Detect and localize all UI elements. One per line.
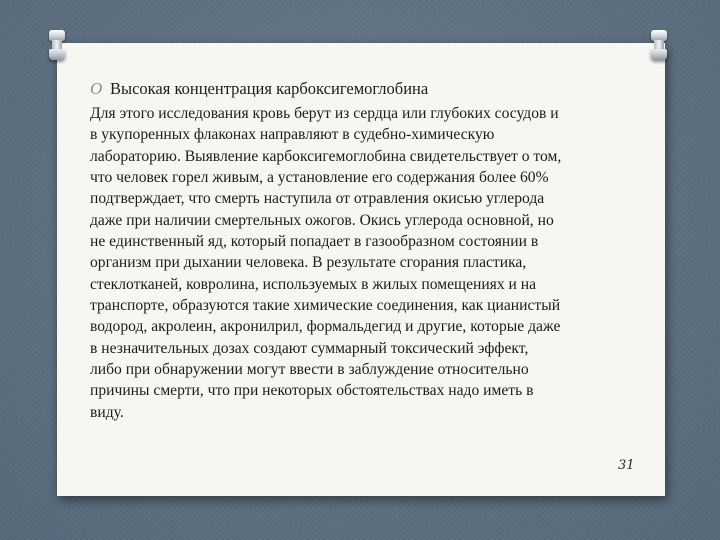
- body-line: даже при наличии смертельных ожогов. Окись углерода основной, но: [90, 211, 554, 229]
- page-number: 31: [618, 458, 635, 473]
- body-line: Для этого исследования кровь берут из сердца или глубоких сосудов и: [90, 105, 559, 122]
- body-line: не единственный яд, который попадает в газообразном состоянии в: [90, 233, 539, 251]
- pushpin-left-icon: [49, 30, 65, 60]
- pushpin-right-icon: [651, 30, 667, 60]
- body-line: либо при обнаружении могут ввести в заблуждение относительно: [90, 361, 529, 379]
- slide-heading-row: [90, 79, 650, 99]
- body-line: что человек горел живым, а установление его содержания более 60%: [90, 169, 549, 187]
- body-line: лабораторию. Выявление карбоксигемоглобина свидетельствует о том,: [90, 147, 562, 165]
- body-line: в незначительных дозах создают суммарный токсический эффект,: [90, 339, 529, 357]
- body-line: подтверждает, что смерть наступила от отравления окисью углерода: [90, 190, 545, 208]
- body-line: в укупоренных флаконах направляют в судебно-химическую: [90, 126, 495, 144]
- body-line: стеклотканей, ковролина, используемых в жилых помещениях и на: [90, 275, 537, 293]
- slide-body: [90, 103, 660, 423]
- body-line: транспорте, образуются такие химические соединения, как цианистый: [90, 297, 561, 315]
- body-line: виду.: [90, 403, 124, 421]
- body-line: организм при дыхании человека. В результате сгорания пластика,: [90, 254, 527, 272]
- slide-heading: Высокая концентрация карбоксигемоглобина: [110, 79, 429, 98]
- body-line: водород, акролеин, акронилрил, формальдегид и другие, которые даже: [90, 318, 561, 336]
- body-line: причины смерти, что при некоторых обстоятельствах надо иметь в: [90, 382, 534, 400]
- bullet-icon: O: [90, 79, 103, 98]
